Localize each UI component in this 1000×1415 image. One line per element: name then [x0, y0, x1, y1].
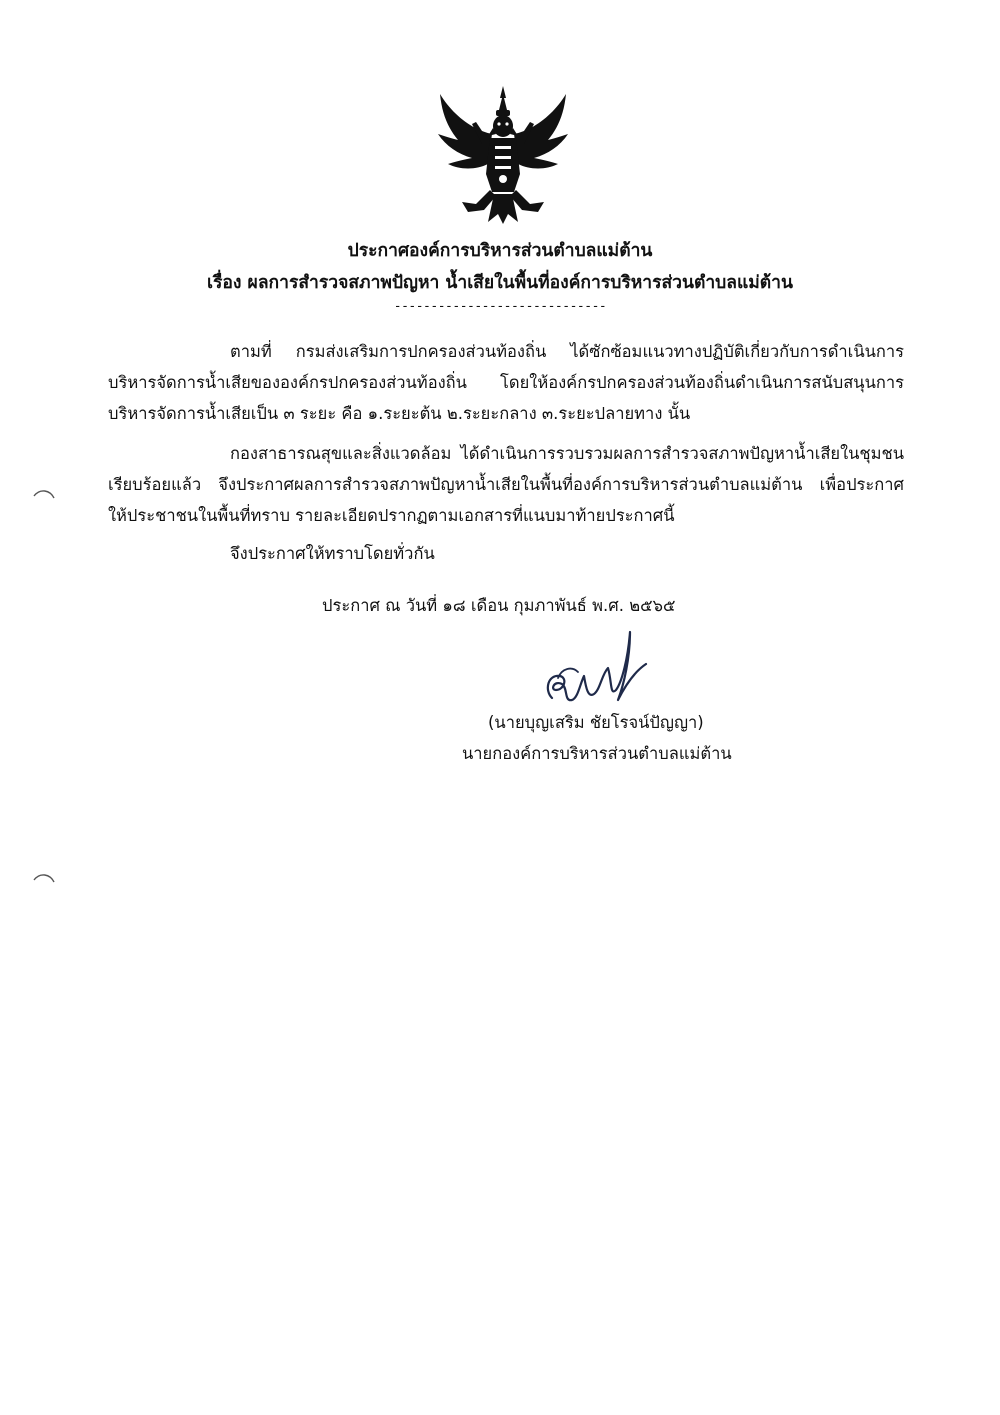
announcement-title: ประกาศองค์การบริหารส่วนตำบลแม่ต้าน: [347, 241, 653, 261]
handwritten-signature: [538, 628, 650, 720]
paragraph2-line2: เรียบร้อยแล้ว จึงประกาศผลการสำรวจสภาพปัญหาน้ำเสียในพื้นที่องค์การบริหารส่วนตำบลแม่ต้าน เพื่อประกาศ: [108, 475, 904, 494]
paragraph2-line3: ให้ประชาชนในพื้นที่ทราบ รายละเอียดปรากฏตามเอกสารที่แนบมาท้ายประกาศนี้: [108, 506, 675, 525]
paragraph1-line2: บริหารจัดการน้ำเสียขององค์กรปกครองส่วนท้องถิ่น โดยให้องค์กรปกครองส่วนท้องถิ่นดำเนินการสนับสนุนการ: [108, 373, 904, 392]
signatory-name: (นายบุญเสริม ชัยโรจน์ปัญญา): [488, 713, 704, 732]
garuda-emblem-icon: [432, 84, 574, 226]
dateline: ประกาศ ณ วันที่ ๑๘ เดือน กุมภาพันธ์ พ.ศ. ๒๕๖๕: [322, 596, 676, 615]
punch-hole-mark-icon: [32, 486, 56, 510]
paragraph1-line3: บริหารจัดการน้ำเสียเป็น ๓ ระยะ คือ ๑.ระยะต้น ๒.ระยะกลาง ๓.ระยะปลายทาง นั้น: [108, 404, 691, 423]
title-divider: -----------------------------: [393, 299, 607, 314]
paragraph2-line1: กองสาธารณสุขและสิ่งแวดล้อม ได้ดำเนินการรวบรวมผลการสำรวจสภาพปัญหาน้ำเสียในชุมชน: [230, 444, 904, 463]
closing-line: จึงประกาศให้ทราบโดยทั่วกัน: [230, 544, 435, 563]
punch-hole-mark-icon: [32, 870, 56, 894]
signatory-position: นายกองค์การบริหารส่วนตำบลแม่ต้าน: [462, 744, 732, 763]
paragraph1-line1: ตามที่ กรมส่งเสริมการปกครองส่วนท้องถิ่น ได้ซักซ้อมแนวทางปฏิบัติเกี่ยวกับการดำเนินการ: [230, 342, 904, 361]
announcement-subject: เรื่อง ผลการสำรวจสภาพปัญหา น้ำเสียในพื้นที่องค์การบริหารส่วนตำบลแม่ต้าน: [207, 273, 793, 293]
